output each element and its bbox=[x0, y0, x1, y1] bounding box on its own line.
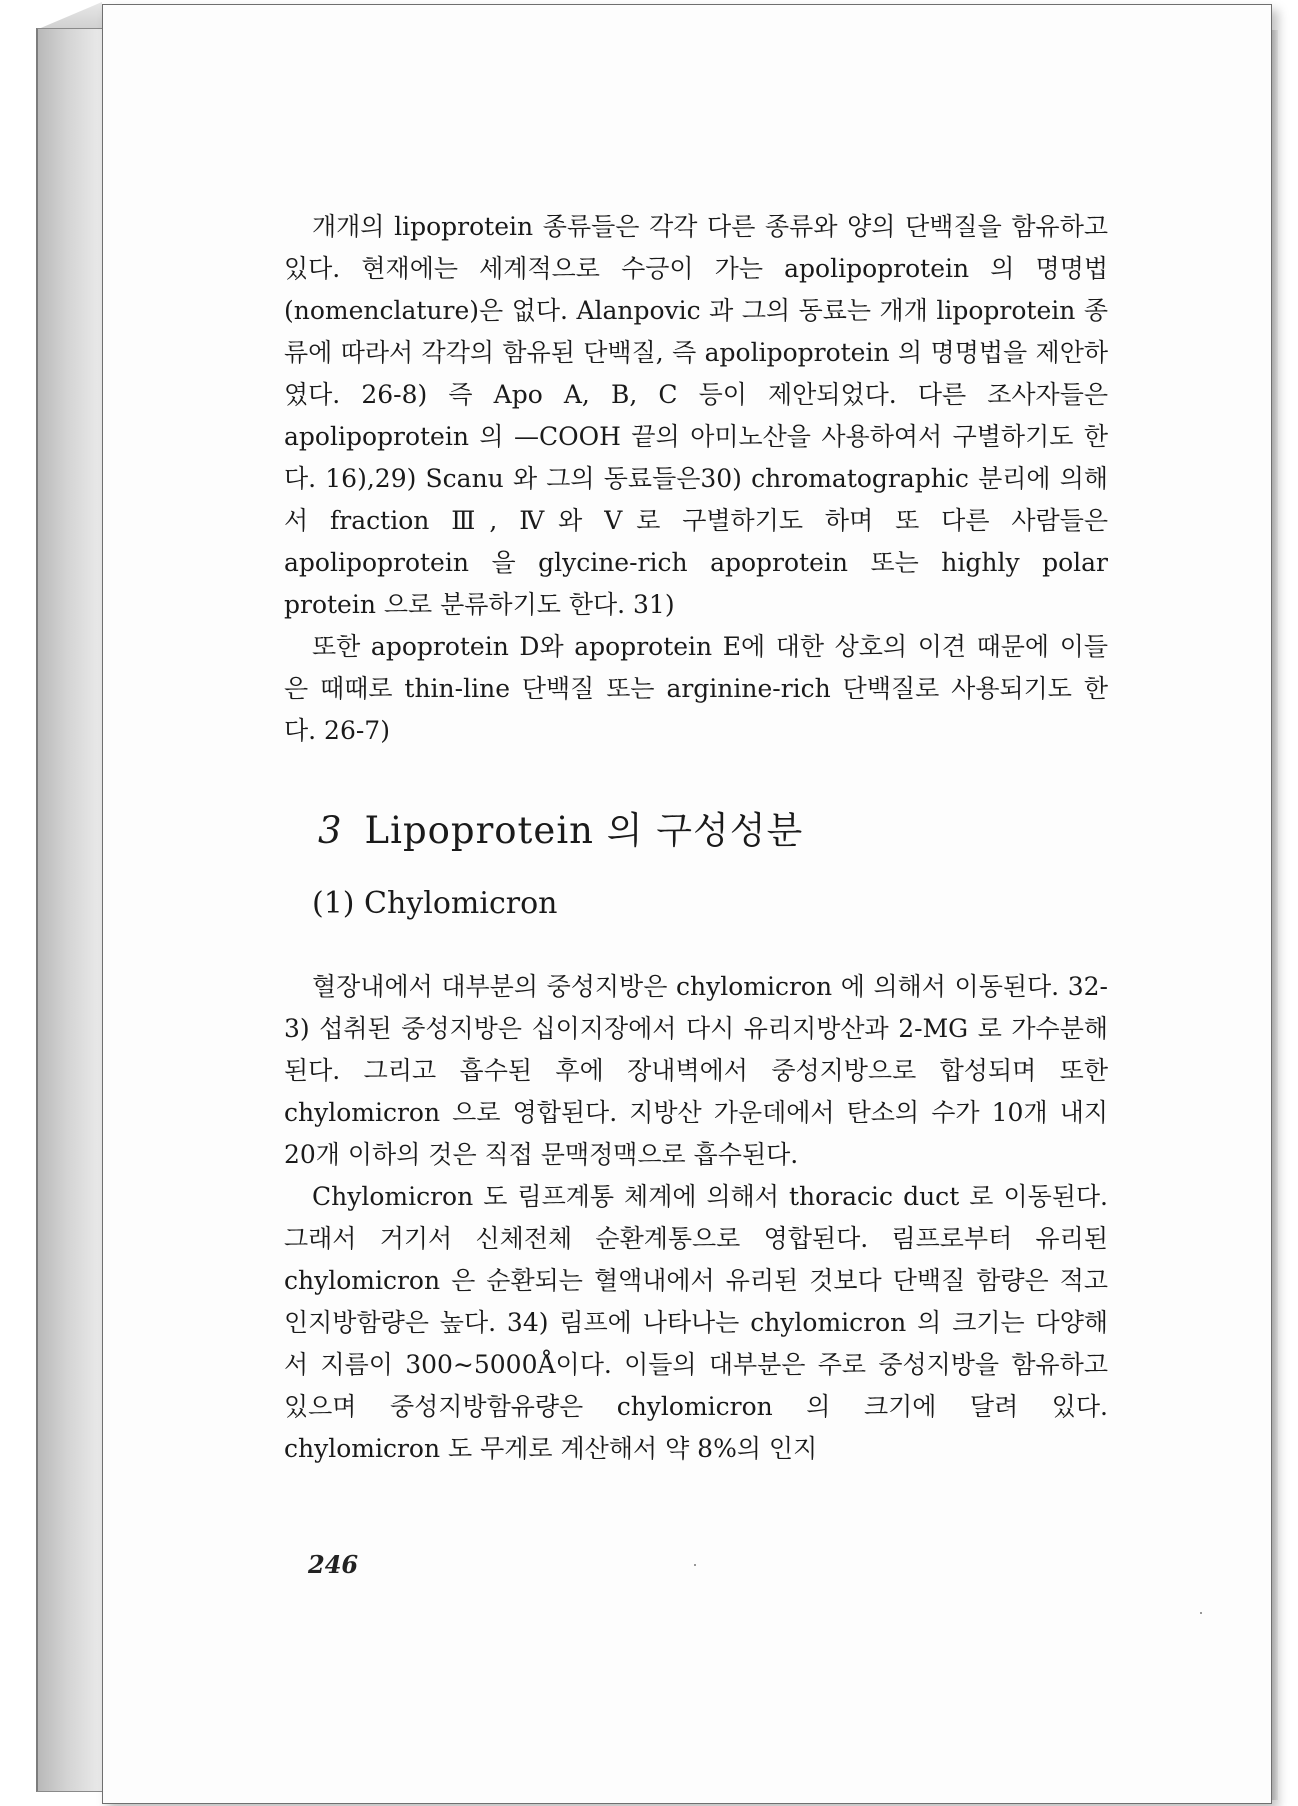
section-title-text: Lipoprotein 의 구성성분 bbox=[364, 809, 804, 852]
paragraph-chylomicron-lymph: Chylomicron 도 림프계통 체계에 의해서 thoracic duct 로 이동된다. 그래서 거기서 신체전체 순환계통으로 영합된다. 림프로부터 유리된 chylomicron 은 순환되는 혈액내에서 유리된 것보다 단백질 함량은 적고 인지방함량은 높다. 34) 림프에 나타나는 chylomicron 의 크기는 다양해서 지름이 300∼5000Å이다. 이들의 대부분은 주로 중성지방을 함유하고 있으며 중성지방함유량은 chylomicron 의 크기에 달려 있다. chylomicron 도 무게로 계산해서 약 8%의 인지 bbox=[284, 1182, 1108, 1463]
subsection-heading: (1) Chylomicron bbox=[312, 886, 558, 921]
print-speck bbox=[1200, 1612, 1202, 1614]
bottom-text-block bbox=[284, 966, 1108, 1470]
section-number: 3 bbox=[318, 809, 343, 852]
paragraph-chylomicron-transport: 혈장내에서 대부분의 중성지방은 chylomicron 에 의해서 이동된다. 32-3) 섭취된 중성지방은 십이지장에서 다시 유리지방산과 2-MG 로 가수분해된다. 그리고 흡수된 후에 장내벽에서 중성지방으로 합성되며 또한 chylomicron 으로 영합된다. 지방산 가운데에서 탄소의 수가 10개 내지 20개 이하의 것은 직접 문맥정맥으로 흡수된다. bbox=[284, 972, 1108, 1169]
book-spine-top bbox=[36, 2, 102, 30]
paragraph-apolipoprotein-nomenclature: 개개의 lipoprotein 종류들은 각각 다른 종류와 양의 단백질을 함유하고 있다. 현재에는 세계적으로 수긍이 가는 apolipoprotein 의 명명법 (nomenclature)은 없다. Alanpovic 과 그의 동료는 개개 lipoprotein 종류에 따라서 각각의 함유된 단백질, 즉 apolipoprotein 의 명명법을 제안하였다. 26-8) 즉 Apo A, B, C 등이 제안되었다. 다른 조사자들은 apolipoprotein 의 —COOH 끝의 아미노산을 사용하여서 구별하기도 한다. 16),29) Scanu 와 그의 동료들은30) chromatographic 분리에 의해서 fraction Ⅲ, Ⅳ와 Ⅴ로 구별하기도 하며 또 다른 사람들은 apolipoprotein 을 glycine-rich apoprotein 또는 highly polar protein 으로 분류하기도 한다. 31) bbox=[284, 212, 1108, 619]
paragraph-apoprotein-d-e: 또한 apoprotein D와 apoprotein E에 대한 상호의 이견 때문에 이들은 때때로 thin-line 단백질 또는 arginine-rich 단백질로 사용되기도 한다. 26-7) bbox=[284, 632, 1108, 745]
print-speck bbox=[694, 1564, 696, 1566]
book-spine bbox=[36, 28, 104, 1792]
top-text-block bbox=[284, 206, 1108, 752]
section-heading bbox=[318, 800, 803, 854]
page-number: 246 bbox=[308, 1550, 359, 1579]
